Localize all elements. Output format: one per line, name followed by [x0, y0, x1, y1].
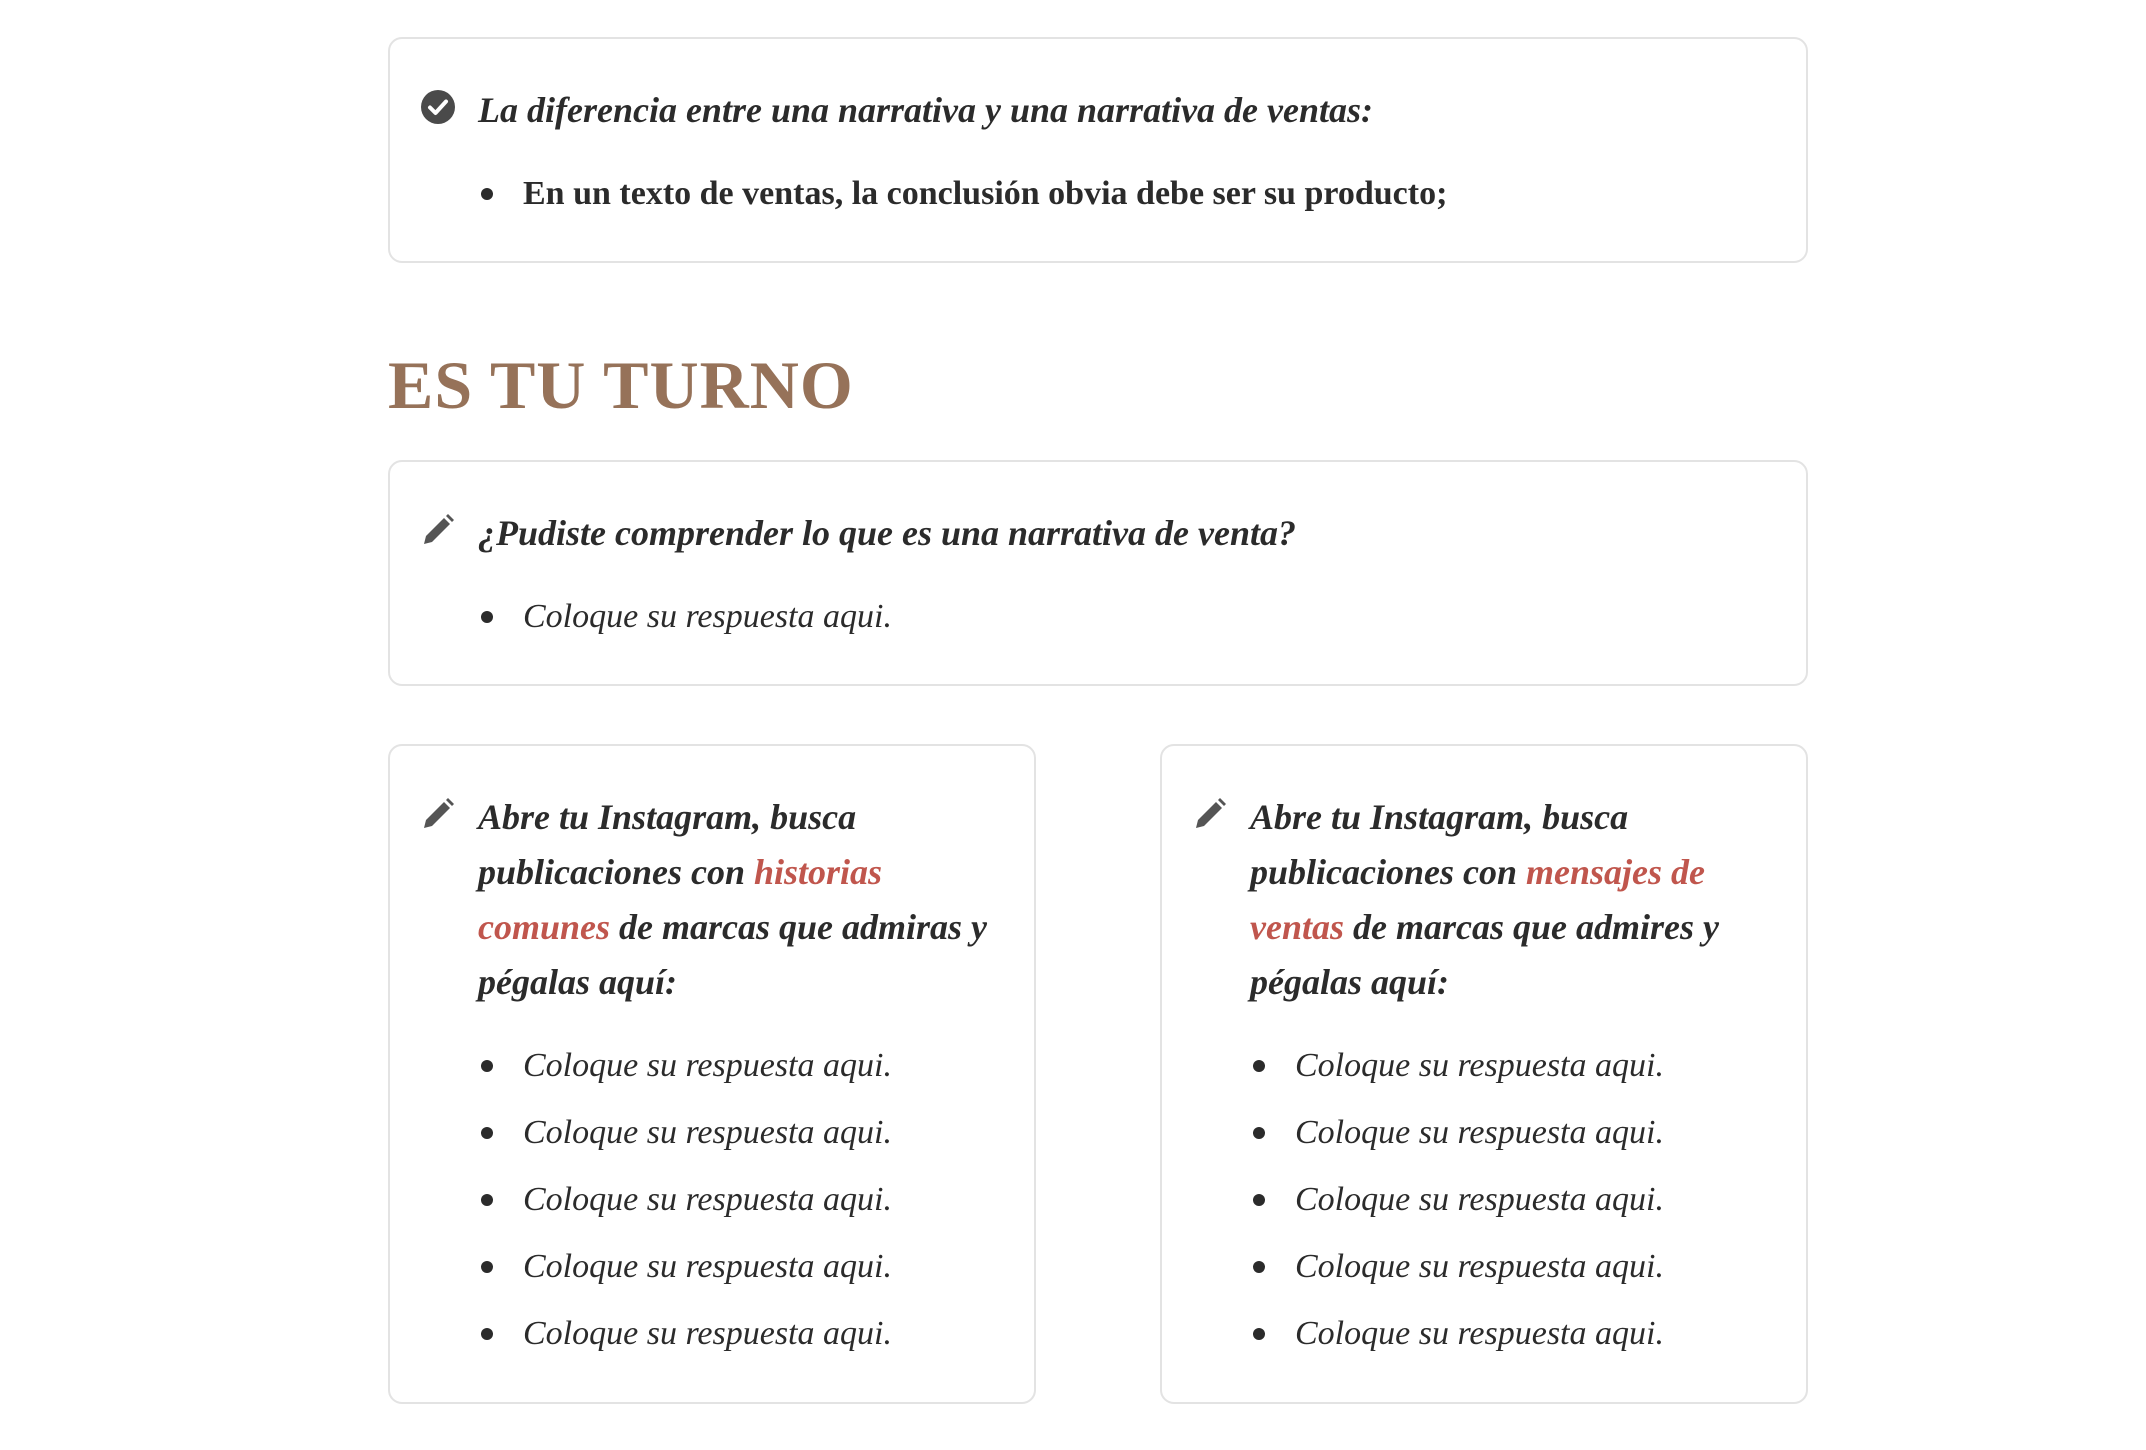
- question-card-header: [420, 506, 1776, 561]
- section-heading: ES TU TURNO: [388, 347, 854, 423]
- answer-placeholder[interactable]: Coloque su respuesta aqui.: [1250, 1032, 1776, 1099]
- summary-card-title: La diferencia entre una narrativa y una narrativa de ventas:: [478, 90, 1374, 130]
- summary-card-header: [420, 83, 1776, 138]
- left-card-title: [478, 790, 1004, 1010]
- answer-placeholder[interactable]: Coloque su respuesta aqui.: [478, 1032, 1004, 1099]
- left-card-title-highlight: historias comunes: [478, 852, 883, 947]
- right-card-title-end: de marcas que admires y pégalas aquí:: [1250, 907, 1719, 1002]
- answer-placeholder[interactable]: Coloque su respuesta aqui.: [478, 1233, 1004, 1300]
- right-card-title: [1250, 790, 1776, 1010]
- left-card: [388, 744, 1036, 1404]
- pencil-icon: [420, 512, 456, 548]
- summary-card: [388, 37, 1808, 263]
- left-answer-list: [478, 1032, 1004, 1367]
- left-card-title-end: de marcas que admiras y pégalas aquí:: [478, 907, 987, 1002]
- right-card: [1160, 744, 1808, 1404]
- check-circle-icon: [420, 89, 456, 125]
- question-answer-list: [478, 583, 1776, 650]
- answer-placeholder[interactable]: Coloque su respuesta aqui.: [478, 583, 1776, 650]
- answer-placeholder[interactable]: Coloque su respuesta aqui.: [478, 1099, 1004, 1166]
- answer-placeholder[interactable]: Coloque su respuesta aqui.: [1250, 1233, 1776, 1300]
- left-card-title-start: Abre tu Instagram, busca publicaciones con: [478, 797, 857, 892]
- right-card-title-start: Abre tu Instagram, busca publicaciones con: [1250, 797, 1629, 892]
- answer-placeholder[interactable]: Coloque su respuesta aqui.: [478, 1300, 1004, 1367]
- right-card-title-highlight: mensajes de ventas: [1250, 852, 1705, 947]
- answer-placeholder[interactable]: Coloque su respuesta aqui.: [1250, 1099, 1776, 1166]
- answer-placeholder[interactable]: Coloque su respuesta aqui.: [478, 1166, 1004, 1233]
- answer-placeholder[interactable]: Coloque su respuesta aqui.: [1250, 1166, 1776, 1233]
- pencil-icon: [420, 796, 456, 832]
- right-card-header: [1192, 790, 1776, 1010]
- summary-bullet-list: [478, 160, 1776, 227]
- question-card: [388, 460, 1808, 686]
- summary-bullet: En un texto de ventas, la conclusión obvia debe ser su producto;: [478, 160, 1776, 227]
- pencil-icon: [1192, 796, 1228, 832]
- left-card-header: [420, 790, 1004, 1010]
- question-card-title: ¿Pudiste comprender lo que es una narrativa de venta?: [478, 513, 1296, 553]
- answer-placeholder[interactable]: Coloque su respuesta aqui.: [1250, 1300, 1776, 1367]
- right-answer-list: [1250, 1032, 1776, 1367]
